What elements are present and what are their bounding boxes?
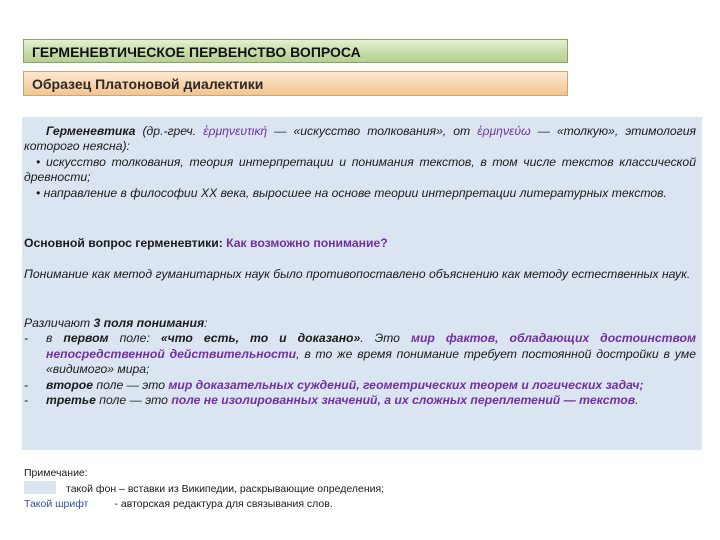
definition-bullet-1: • искусство толкования, теория интерпретации и понимания текстов, в том числе текстов классической древности;	[24, 154, 696, 185]
background-swatch	[24, 481, 56, 494]
main-question	[24, 236, 696, 251]
slide-title: ГЕРМЕНЕВТИЧЕСКОЕ ПЕРВЕНСТВО ВОПРОСА	[23, 39, 568, 63]
understanding-paragraph: Понимание как метод гуманитарных наук было противопоставлено объяснению как методу естественных наук.	[24, 267, 691, 281]
definition-paragraph	[24, 124, 696, 201]
term: Герменевтика	[46, 124, 136, 138]
font-sample: Такой шрифт	[24, 498, 89, 510]
definition-dash-2: — «толкую», этимология которого неясна):	[24, 124, 696, 154]
origin-open: (др.-греч.	[135, 124, 204, 138]
greek-word-1: ἑρμηνευτική	[203, 124, 268, 138]
question-label: Основной вопрос герменевтики:	[24, 236, 223, 250]
field-item-2: - второе поле — это мир доказательных суждений, геометрических теорем и логических задач;	[24, 377, 644, 392]
fields-block	[24, 316, 696, 408]
field-item-3: - третье поле — это поле не изолированных значений, а их сложных переплетений — текстов.	[24, 393, 639, 408]
notes-line-1: такой фон – вставки из Википедии, раскрывающие определения;	[24, 481, 584, 497]
notes-block	[24, 466, 584, 512]
field-item-1: - в первом поле: «что есть, то и доказано». Это мир фактов, обладающих достоинством непосредственной действительности, в то же время понимание требует постоянной достройки в уме «видимого» мира;	[24, 331, 696, 377]
notes-heading: Примечание:	[24, 467, 88, 479]
slide-subtitle: Образец Платоновой диалектики	[23, 71, 568, 96]
definition-dash-1: — «искусство толкования», от	[267, 124, 478, 138]
definition-bullet-2: • направление в философии XX века, выросшее на основе теории интерпретации литературных текстов.	[36, 185, 667, 200]
fields-intro: Различают 3 поля понимания:	[24, 316, 208, 330]
question-text: Как возможно понимание?	[222, 236, 388, 250]
greek-word-2: ἑρμηνεύω	[477, 124, 531, 138]
notes-line-2: Такой шрифт - авторская редактура для связывания слов.	[24, 498, 333, 510]
